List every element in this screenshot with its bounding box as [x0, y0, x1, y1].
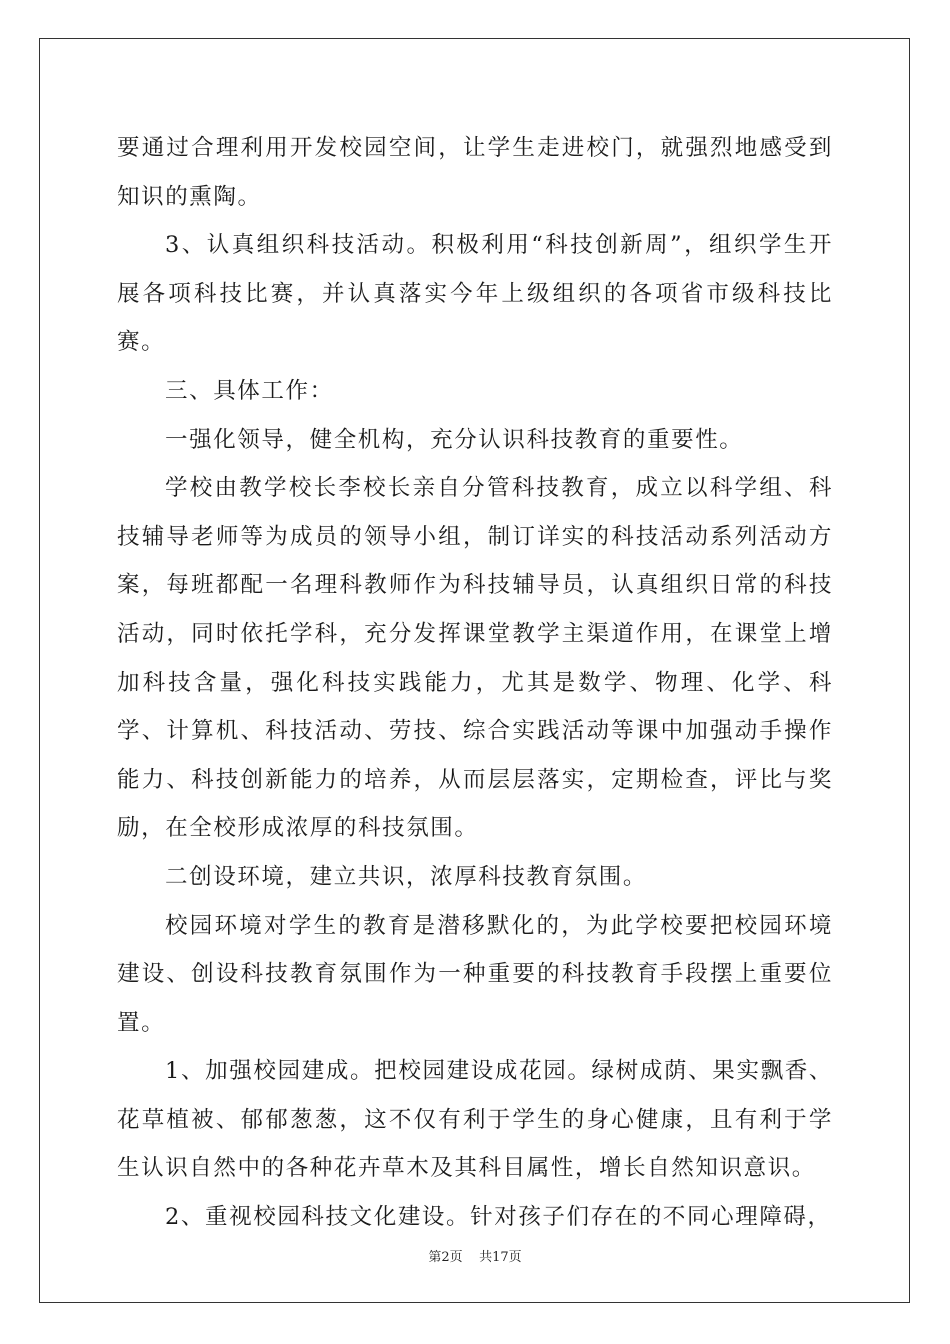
paragraph-1: 要通过合理利用开发校园空间，让学生走进校门，就强烈地感受到知识的熏陶。 [117, 135, 833, 210]
paragraph-7: 校园环境对学生的教育是潜移默化的，为此学校要把校园环境建设、创设科技教育氛围作为一种重要的科技教育手段摆上重要位置。 [117, 912, 833, 1036]
paragraph-4: 一强化领导，健全机构，充分认识科技教育的重要性。 [165, 426, 744, 453]
paragraph-2: 3、认真组织科技活动。积极利用“科技创新周”，组织学生开展各项科技比赛，并认真落实今年上级组织的各项省市级科技比赛。 [117, 232, 833, 356]
page-number: 第2页 [428, 1250, 463, 1265]
paragraph-8: 1、加强校园建成。把校园建设成花园。绿树成荫、果实飘香、花草植被、郁郁葱葱，这不仅有利于学生的身心健康，且有利于学生认识自然中的各种花卉草木及其科目属性，增长自然知识意识。 [117, 1058, 833, 1182]
total-pages: 共17页 [479, 1250, 522, 1265]
document-body [117, 124, 833, 1242]
paragraph-3-heading: 三、具体工作： [165, 377, 334, 404]
page-footer [0, 1246, 950, 1265]
paragraph-6: 二创设环境，建立共识，浓厚科技教育氛围。 [165, 863, 648, 890]
paragraph-5: 学校由教学校长李校长亲自分管科技教育，成立以科学组、科技辅导老师等为成员的领导小组，制订详实的科技活动系列活动方案，每班都配一名理科教师作为科技辅导员，认真组织日常的科技活动，同时依托学科，充分发挥课堂教学主渠道作用，在课堂上增加科技含量，强化科技实践能力，尤其是数学、物理、化学、科学、计算机、科技活动、劳技、综合实践活动等课中加强动手操作能力、科技创新能力的培养，从而层层落实，定期检查，评比与奖励，在全校形成浓厚的科技氛围。 [117, 475, 833, 842]
paragraph-9: 2、重视校园科技文化建设。针对孩子们存在的不同心理障碍， [165, 1204, 832, 1231]
